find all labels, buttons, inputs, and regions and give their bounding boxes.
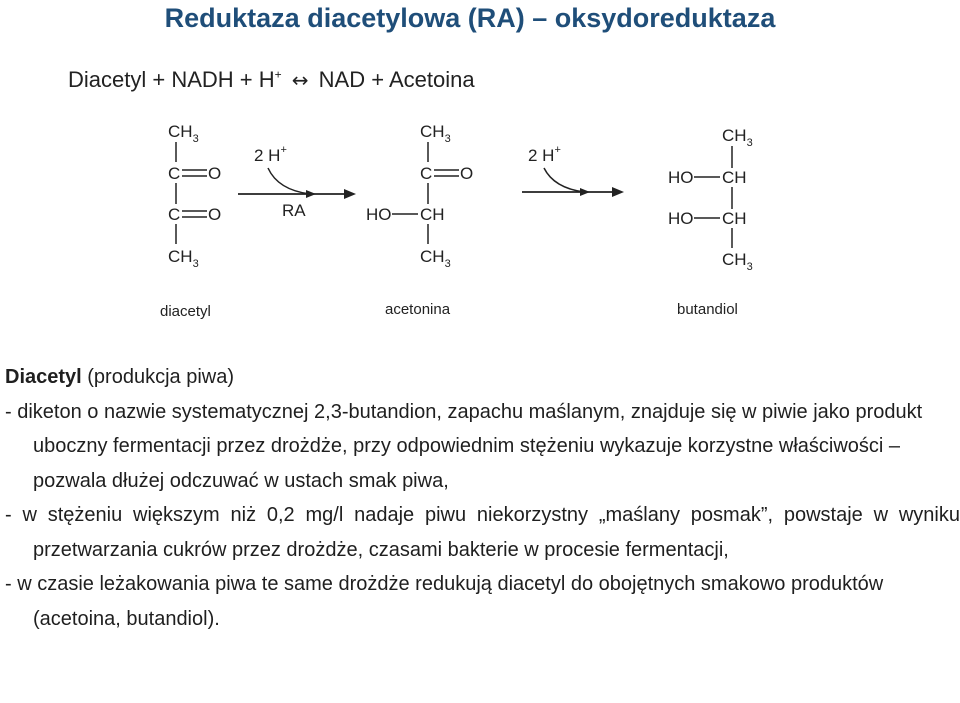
hydrogen-label-2: 2 H+ xyxy=(528,144,561,165)
diacetyl-ch3-bottom: $CH_3$ xyxy=(168,247,199,270)
acetoina-structure xyxy=(366,122,473,270)
diacetyl-structure xyxy=(168,122,221,270)
acetoina-c1: C xyxy=(420,164,433,183)
acetoina-o1: O xyxy=(460,164,474,183)
enzyme-label-ra: RA xyxy=(282,201,306,220)
reaction-arrow-2 xyxy=(522,144,624,197)
compound-name-acetonina: acetonina xyxy=(385,301,451,318)
butandiol-ch3-top: $CH_3$ xyxy=(722,126,753,149)
equation-h-charge: + xyxy=(274,67,282,82)
paragraph-1: - diketon o nazwie systematycznej 2,3-butandion, zapachu maślanym, znajduje się w piwie jako produkt uboczny fermentacji przez drożdże, przy odpowiednim stężeniu wykazuje korzystne właściwości – pozwala dłużej odczuwać w ustach smak piwa, xyxy=(5,400,923,492)
paragraph-2: - w stężeniu większym niż 0,2 mg/l nadaje piwu niekorzystny „maślany posmak”, powstaje w wyniku przetwarzania cukrów przez drożdże, czasami bakterie w procesie fermentacji, xyxy=(5,504,960,561)
paragraph-3: - w czasie leżakowania piwa te same drożdże redukują diacetyl do obojętnych smakowo produktów (acetoina, butandiol). xyxy=(5,573,884,630)
hydrogen-label-1: 2 H+ xyxy=(254,144,287,165)
diacetyl-ch3-top: $CH_3$ xyxy=(168,122,199,145)
acetoina-ho: HO xyxy=(366,205,392,224)
acetoina-ch: CH xyxy=(420,205,445,224)
equation-left: Diacetyl + NADH + H xyxy=(68,67,275,92)
compound-name-diacetyl: diacetyl xyxy=(160,303,211,320)
butandiol-ho-2: HO xyxy=(668,209,694,228)
heading-bold: Diacetyl xyxy=(5,366,82,388)
butandiol-ho-1: HO xyxy=(668,168,694,187)
section-heading xyxy=(5,360,960,395)
butandiol-ch-1: CH xyxy=(722,168,747,187)
compound-name-butandiol: butandiol xyxy=(677,301,738,318)
butandiol-ch3-bottom: $CH_3$ xyxy=(722,250,753,273)
bidirectional-arrow-icon: ↔ xyxy=(291,68,309,92)
reaction-equation xyxy=(68,67,475,93)
heading-rest: (produkcja piwa) xyxy=(81,366,235,388)
diacetyl-o1: O xyxy=(208,164,222,183)
butandiol-ch-2: CH xyxy=(722,209,747,228)
diacetyl-c1: C xyxy=(168,164,181,183)
acetoina-ch3-bottom: $CH_3$ xyxy=(420,247,451,270)
reaction-arrow-1 xyxy=(238,144,356,220)
acetoina-ch3-top: $CH_3$ xyxy=(420,122,451,145)
slide-title: Reduktaza diacetylowa (RA) – oksydoreduktaza xyxy=(164,3,776,33)
equation-right: NAD + Acetoina xyxy=(318,67,475,92)
diacetyl-o2: O xyxy=(208,205,222,224)
body-text xyxy=(5,360,960,636)
diacetyl-c2: C xyxy=(168,205,181,224)
butandiol-structure xyxy=(668,126,753,273)
reaction-scheme xyxy=(0,110,960,330)
